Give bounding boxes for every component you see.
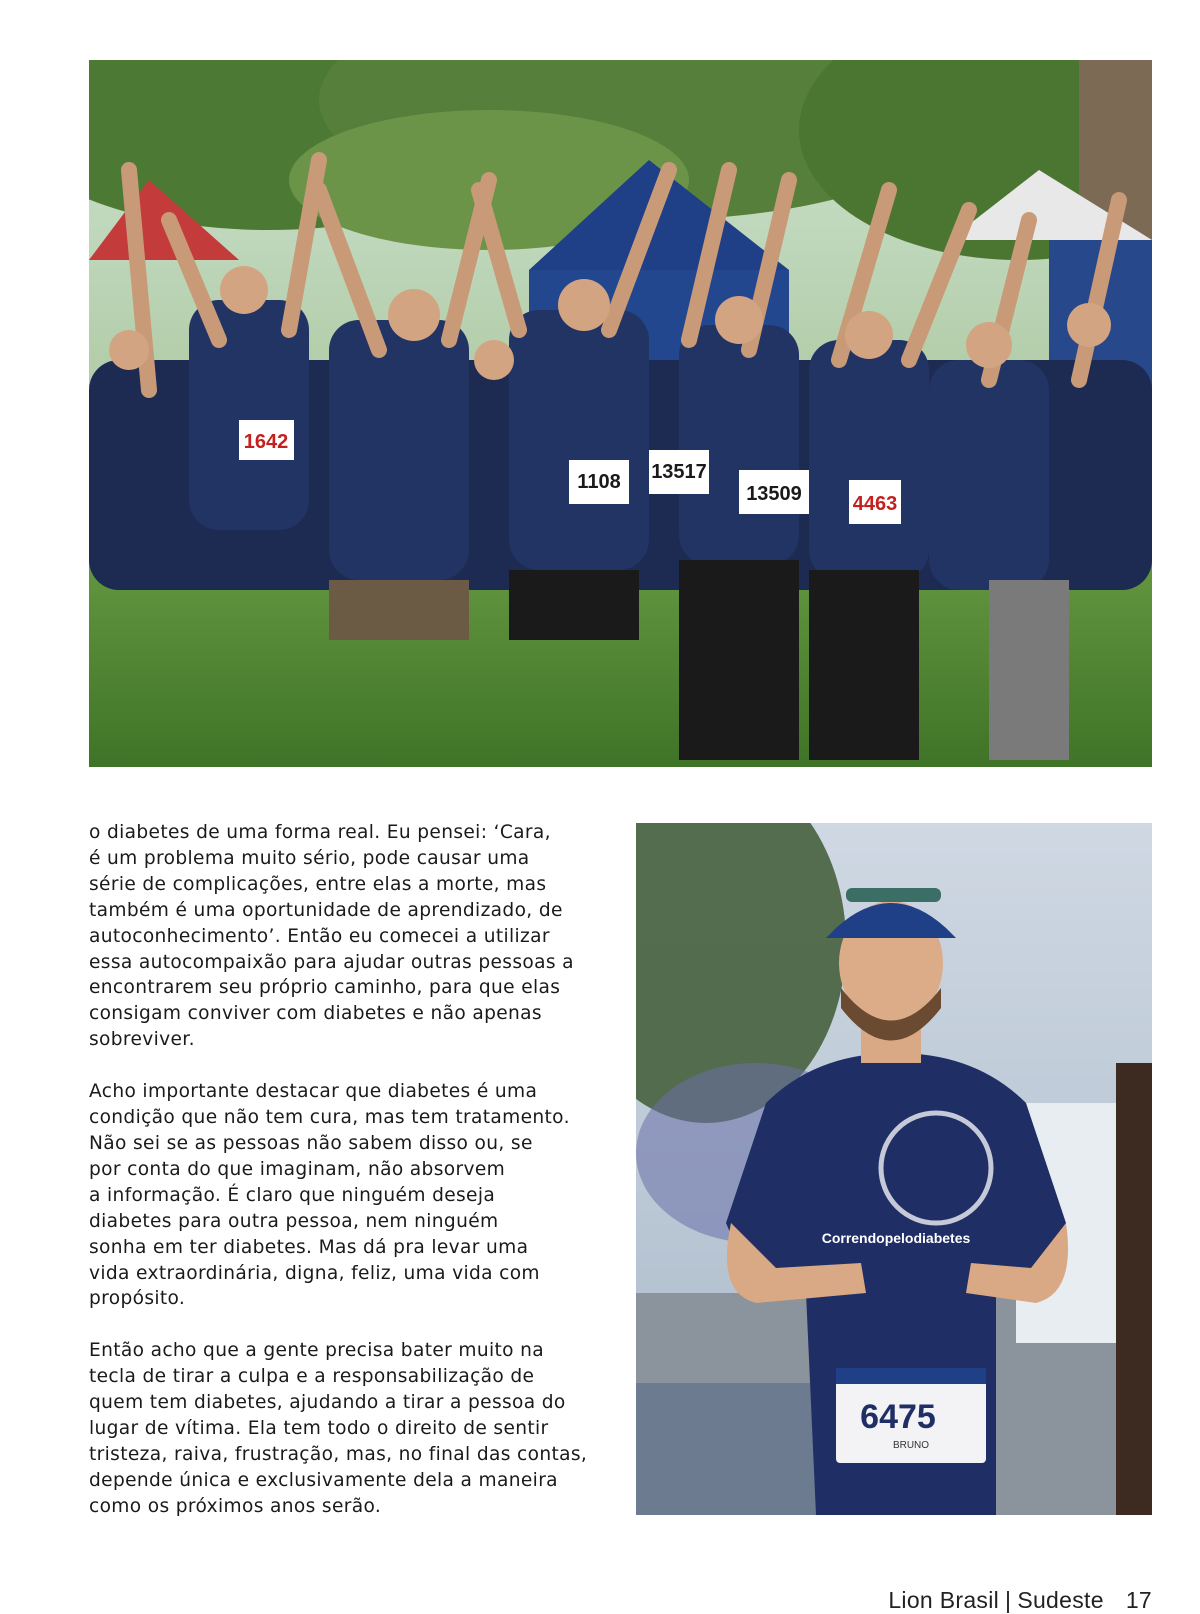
marathon-runner-photo-icon [636, 823, 1152, 1515]
text-line: série de complicações, entre elas a morte, mas [89, 873, 547, 895]
text-line: a informação. É claro que ninguém deseja [89, 1184, 496, 1206]
text-line: sobreviver. [89, 1029, 195, 1051]
text-line: consigam conviver com diabetes e não apenas [89, 1003, 542, 1025]
bib-text: 1108 [577, 471, 621, 493]
text-line: por conta do que imaginam, não absorvem [89, 1158, 506, 1180]
text-line: depende única e exclusivamente dela a maneira [89, 1469, 558, 1491]
magazine-name: Lion Brasil [888, 1587, 1000, 1613]
bib-text: 4463 [852, 493, 898, 515]
bib-number-text: 6475 [860, 1398, 936, 1436]
article-body [89, 820, 619, 1546]
text-line: vida extraordinária, digna, feliz, uma vida com [89, 1262, 540, 1284]
text-line: Acho importante destacar que diabetes é uma [89, 1081, 538, 1103]
footer-separator: | [1005, 1587, 1012, 1613]
text-line: lugar de vítima. Ela tem todo o direito de sentir [89, 1418, 549, 1440]
section-name: Sudeste [1017, 1587, 1104, 1613]
text-line: encontrarem seu próprio caminho, para que elas [89, 977, 561, 999]
text-line: sonha em ter diabetes. Mas dá pra levar uma [89, 1236, 529, 1258]
article-paragraph [89, 1338, 619, 1519]
text-line: essa autocompaixão para ajudar outras pessoas a [89, 951, 574, 973]
text-line: tristeza, raiva, frustração, mas, no final das contas, [89, 1443, 588, 1465]
text-line: também é uma oportunidade de aprendizado, de [89, 899, 563, 921]
text-line: como os próximos anos serão. [89, 1495, 382, 1517]
bib-text: 13509 [746, 483, 802, 505]
text-line: propósito. [89, 1288, 186, 1310]
text-line: Não sei se as pessoas não sabem disso ou, se [89, 1132, 533, 1154]
text-line: autoconhecimento’. Então eu comecei a utilizar [89, 925, 550, 947]
text-line: o diabetes de uma forma real. Eu pensei: ‘Cara, [89, 822, 551, 843]
shirt-text: Correndopelodiabetes [821, 1230, 971, 1246]
text-line: é um problema muito sério, pode causar uma [89, 847, 530, 869]
article-paragraph [89, 1079, 619, 1312]
text-line: tecla de tirar a culpa e a responsabilização de [89, 1366, 535, 1388]
group-of-runners-photo-icon [89, 60, 1152, 767]
text-line: Então acho que a gente precisa bater muito na [89, 1340, 545, 1362]
page-number: 17 [1125, 1587, 1152, 1613]
page-footer [888, 1587, 1152, 1614]
runner-photo [636, 823, 1152, 1515]
text-line: condição que não tem cura, mas tem tratamento. [89, 1107, 570, 1129]
article-paragraph [89, 820, 619, 1053]
text-line: quem tem diabetes, ajudando a tirar a pessoa do [89, 1392, 566, 1414]
group-runners-photo [89, 60, 1152, 767]
bib-text: 13517 [651, 461, 707, 483]
text-line: diabetes para outra pessoa, nem ninguém [89, 1210, 499, 1232]
bib-name-text: BRUNO [892, 1440, 930, 1451]
bib-text: 1642 [243, 431, 289, 453]
